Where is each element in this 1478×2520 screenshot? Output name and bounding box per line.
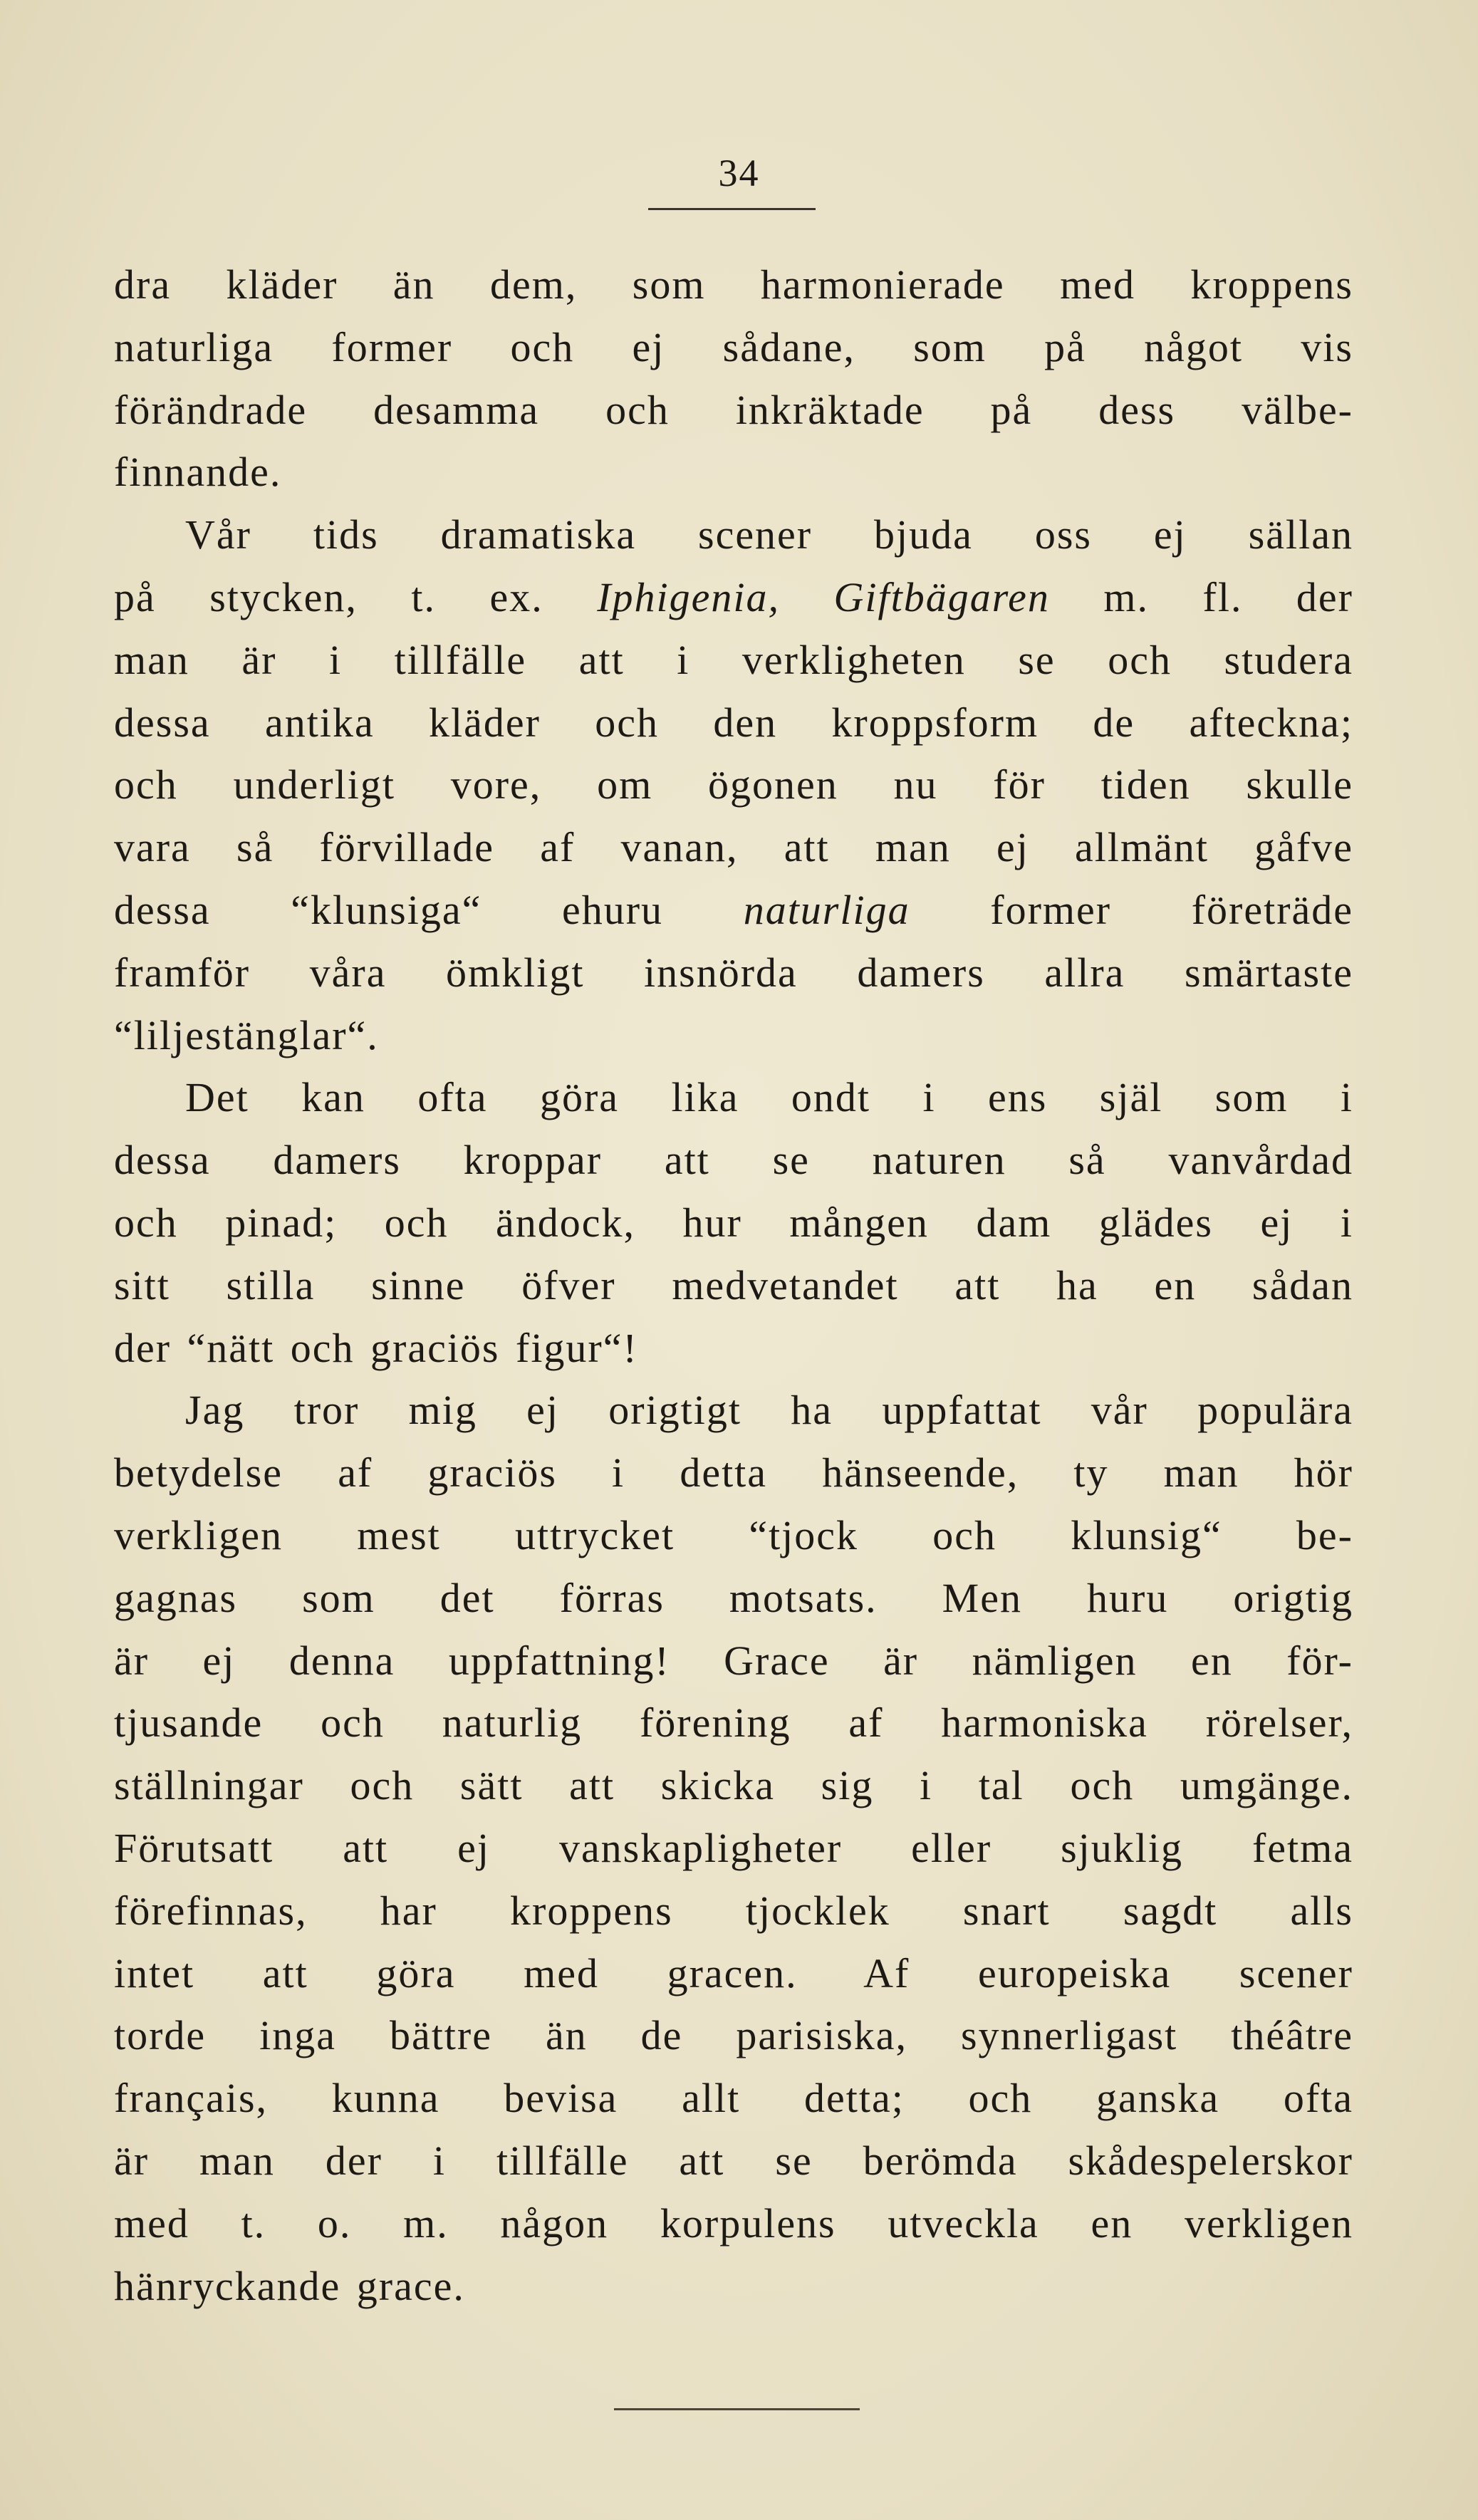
header-rule [648, 208, 816, 210]
text-line: gagnas som det förras motsats. Men huru origtig [114, 1574, 1353, 1621]
text-line: Förutsatt att ej vanskapligheter eller sjuklig fetma [114, 1824, 1353, 1871]
text-line: dessa antika kläder och den kroppsform de afteckna; [114, 699, 1353, 746]
text-line: Det kan ofta göra lika ondt i ens själ som i [185, 1074, 1353, 1121]
text-line: förändrade desamma och inkräktade på dess välbe- [114, 386, 1353, 433]
text-line: och underligt vore, om ögonen nu för tiden skulle [114, 761, 1353, 808]
text-line: och pinad; och ändock, hur mången dam glädes ej i [114, 1199, 1353, 1246]
text-line: français, kunna bevisa allt detta; och ganska ofta [114, 2075, 1353, 2122]
text-line: är ej denna uppfattning! Grace är nämligen en för- [114, 1637, 1353, 1684]
text-line: “liljestänglar“. [114, 1011, 379, 1058]
text-line: med t. o. m. någon korpulens utveckla en verkligen [114, 2199, 1353, 2246]
page-number: 34 [718, 152, 760, 194]
text-line: framför våra ömkligt insnörda damers allra smärtaste [114, 949, 1353, 996]
text-line: dessa damers kroppar att se naturen så vanvårdad [114, 1137, 1353, 1184]
footer-rule [614, 2408, 860, 2410]
text-line: Jag tror mig ej origtigt ha uppfattat vår populära [185, 1387, 1353, 1434]
text-line: tjusande och naturlig förening af harmoniska rörelser, [114, 1699, 1353, 1746]
text-line: naturliga former och ej sådane, som på något vis [114, 323, 1353, 370]
text-line: på stycken, t. ex. Iphigenia, Giftbägaren m. fl. der [114, 573, 1353, 620]
text-line: intet att göra med gracen. Af europeiska scener [114, 1949, 1353, 1996]
text-line: ställningar och sätt att skicka sig i tal och umgänge. [114, 1762, 1353, 1809]
italic-title: Giftbägaren [833, 573, 1050, 620]
text-line: Vår tids dramatiska scener bjuda oss ej sällan [185, 511, 1353, 558]
text-line: hänryckande grace. [114, 2262, 465, 2309]
text-line: förefinnas, har kroppens tjocklek snart sagdt alls [114, 1887, 1353, 1934]
italic-title: naturliga [743, 886, 910, 933]
text-line: verkligen mest uttrycket “tjock och klunsig“ be- [114, 1511, 1353, 1558]
text-line: man är i tillfälle att i verkligheten se och studera [114, 636, 1353, 683]
text-line: betydelse af graciös i detta hänseende, ty man hör [114, 1449, 1353, 1496]
text-line: är man der i tillfälle att se berömda skådespelerskor [114, 2137, 1353, 2184]
text-line: finnande. [114, 449, 282, 496]
text-line: dra kläder än dem, som harmonierade med kroppens [114, 261, 1353, 308]
text-line: torde inga bättre än de parisiska, synnerligast théâtre [114, 2012, 1353, 2059]
text-line: der “nätt och graciös figur“! [114, 1324, 638, 1371]
text-line: vara så förvillade af vanan, att man ej allmänt gåfve [114, 824, 1353, 871]
body-text [114, 254, 1353, 2317]
italic-title: Iphigenia, [597, 573, 781, 620]
text-line: dessa “klunsiga“ ehuru naturliga former företräde [114, 886, 1354, 933]
text-line: sitt stilla sinne öfver medvetandet att ha en sådan [114, 1261, 1353, 1308]
